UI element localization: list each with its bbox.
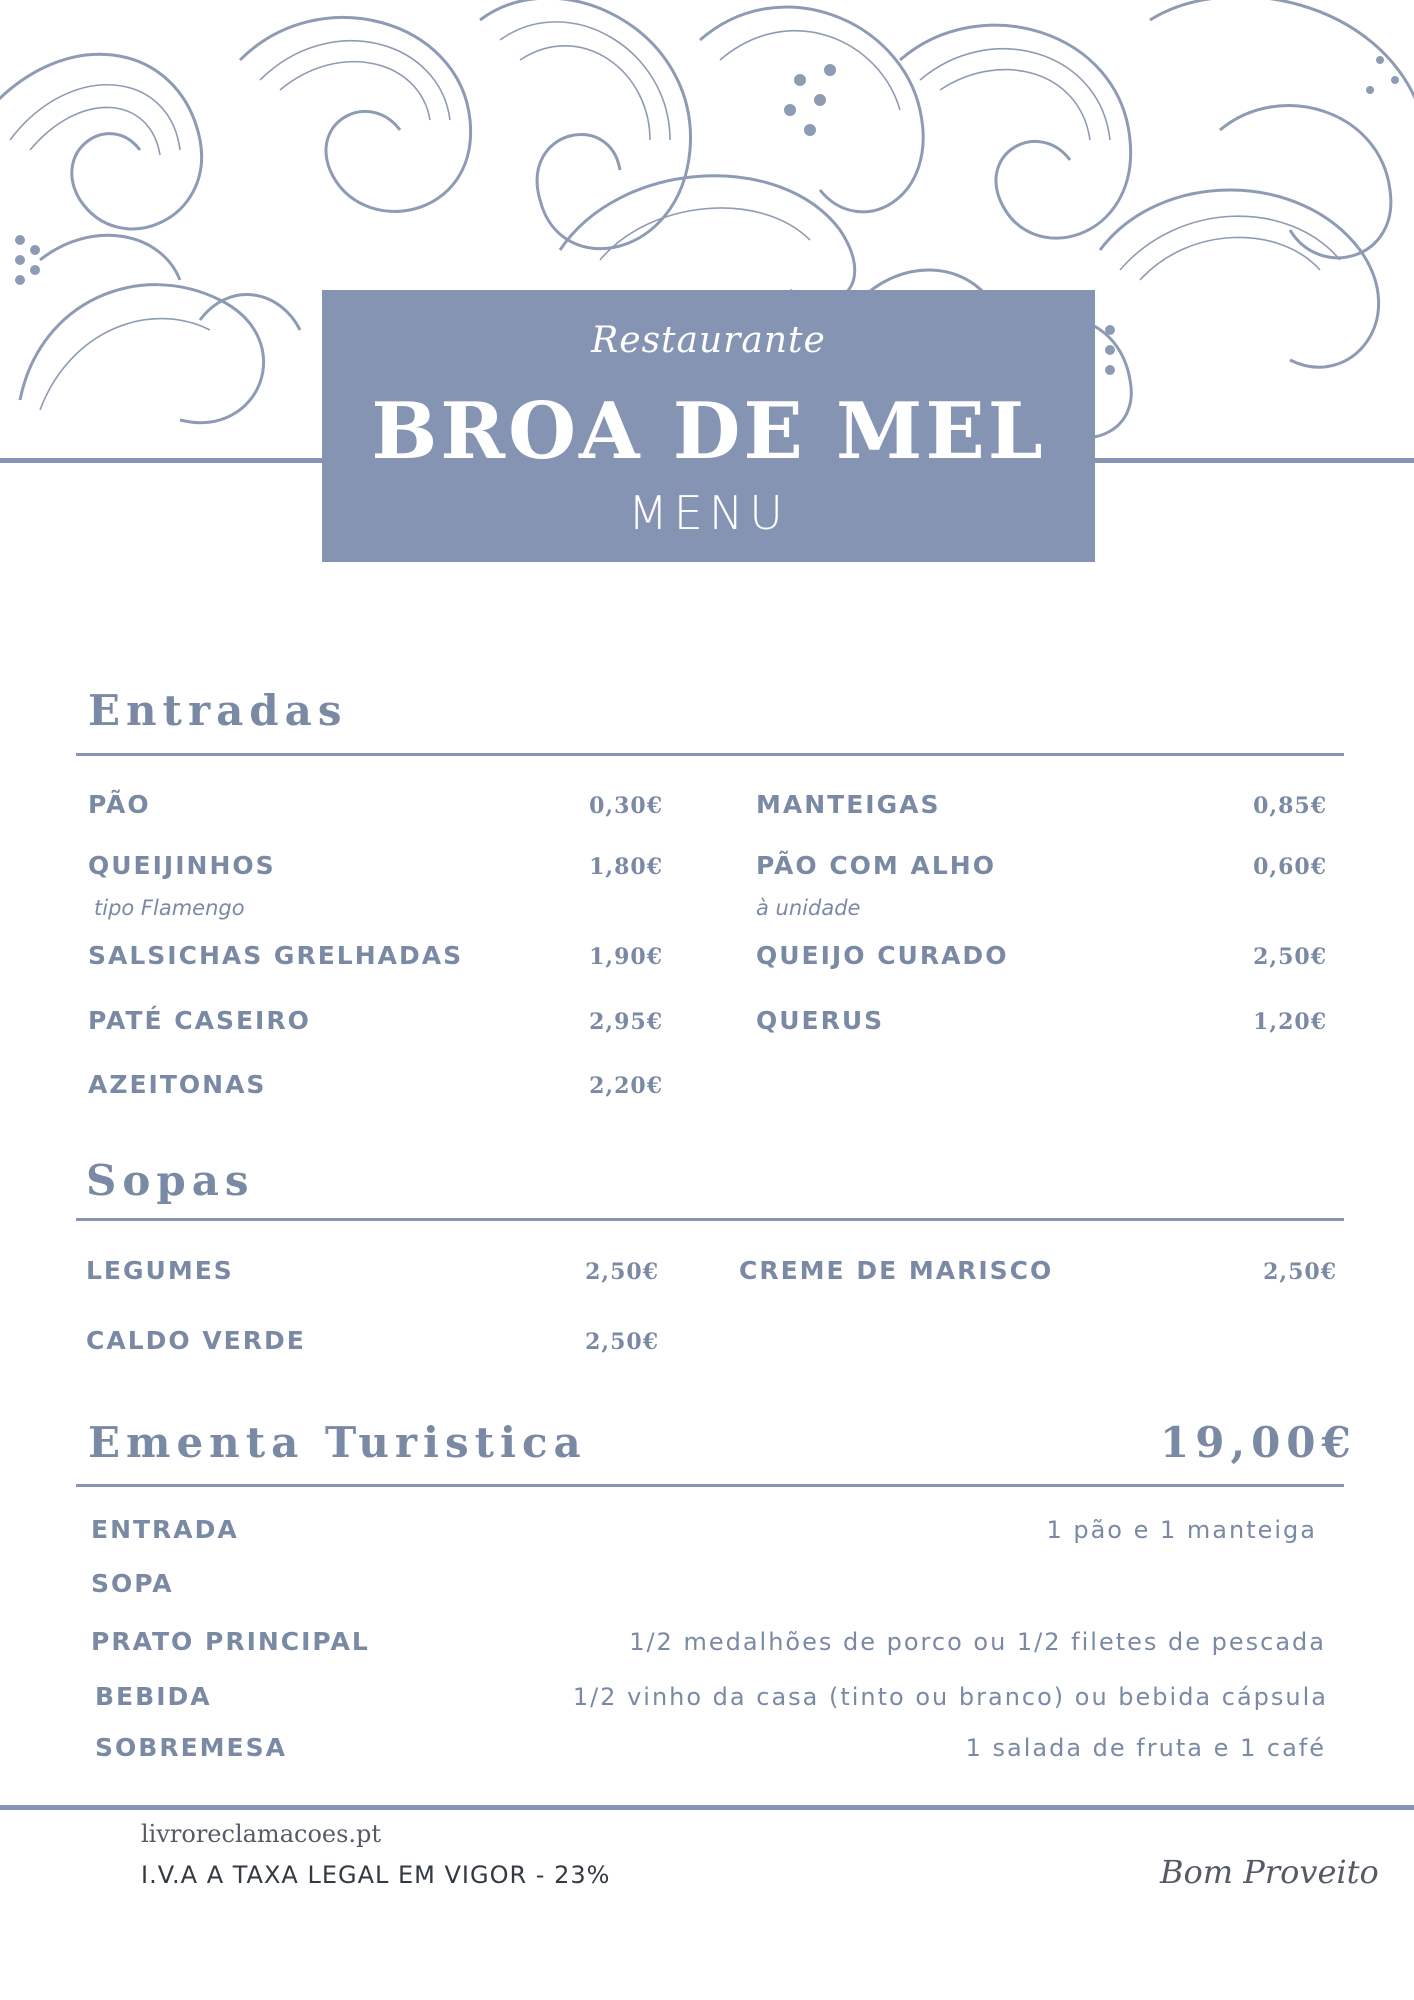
menu-item: QUEIJO CURADO [756,941,1009,970]
ementa-row-detail: 1 pão e 1 manteiga [1046,1516,1317,1544]
menu-item: MANTEIGAS [756,790,941,819]
menu-item-price: 2,20€ [589,1073,663,1099]
menu-item: LEGUMES [86,1256,234,1285]
website-link[interactable]: livroreclamacoes.pt [141,1820,382,1848]
ementa-row-label: SOPA [91,1569,174,1598]
menu-item-price: 2,95€ [589,1009,663,1035]
ementa-row-detail: 1/2 medalhões de porco ou 1/2 filetes de pescada [629,1628,1326,1656]
menu-item: QUEIJINHOS [88,851,276,880]
menu-item-price: 2,50€ [1253,944,1327,970]
section-rule-entradas [76,753,1344,756]
menu-item: CALDO VERDE [86,1326,306,1355]
section-rule-ementa [76,1484,1344,1487]
menu-item-price: 0,30€ [589,793,663,819]
footer-divider [0,1805,1414,1810]
section-title-sopas: Sopas [86,1156,255,1205]
ementa-row-label: BEBIDA [95,1682,212,1711]
menu-item-note: à unidade [756,896,861,920]
ementa-row-detail: 1 salada de fruta e 1 café [965,1734,1326,1762]
ementa-price: 19,00€ [1160,1418,1357,1467]
menu-item: PÃO COM ALHO [756,851,996,880]
menu-item: SALSICHAS GRELHADAS [88,941,464,970]
title-box [322,290,1095,562]
restaurant-subtitle: Restaurante [591,320,826,361]
ementa-row-label: SOBREMESA [95,1733,287,1762]
menu-label: MENU [628,486,789,540]
menu-item: PATÉ CASEIRO [88,1006,311,1035]
menu-item: QUERUS [756,1006,885,1035]
menu-item-price: 1,80€ [589,854,663,880]
menu-item: AZEITONAS [88,1070,267,1099]
menu-item-price: 2,50€ [1263,1259,1337,1285]
menu-item-price: 2,50€ [585,1329,659,1355]
menu-item-price: 1,20€ [1253,1009,1327,1035]
restaurant-name: BROA DE MEL [371,386,1046,477]
ementa-row-detail: 1/2 vinho da casa (tinto ou branco) ou bebida cápsula [572,1683,1328,1711]
section-title-ementa: Ementa Turistica [88,1418,587,1467]
menu-item: CREME DE MARISCO [739,1256,1054,1285]
iva-note: I.V.A A TAXA LEGAL EM VIGOR - 23% [141,1861,611,1889]
section-title-entradas: Entradas [88,686,348,735]
ementa-row-label: PRATO PRINCIPAL [91,1627,370,1656]
section-rule-sopas [76,1218,1344,1221]
menu-item-price: 0,85€ [1253,793,1327,819]
menu-item-price: 2,50€ [585,1259,659,1285]
signoff: Bom Proveito [1160,1853,1379,1891]
menu-item-note: tipo Flamengo [94,896,245,920]
ementa-row-label: ENTRADA [91,1515,239,1544]
menu-item-price: 0,60€ [1253,854,1327,880]
menu-item-price: 1,90€ [589,944,663,970]
menu-item: PÃO [88,790,151,819]
